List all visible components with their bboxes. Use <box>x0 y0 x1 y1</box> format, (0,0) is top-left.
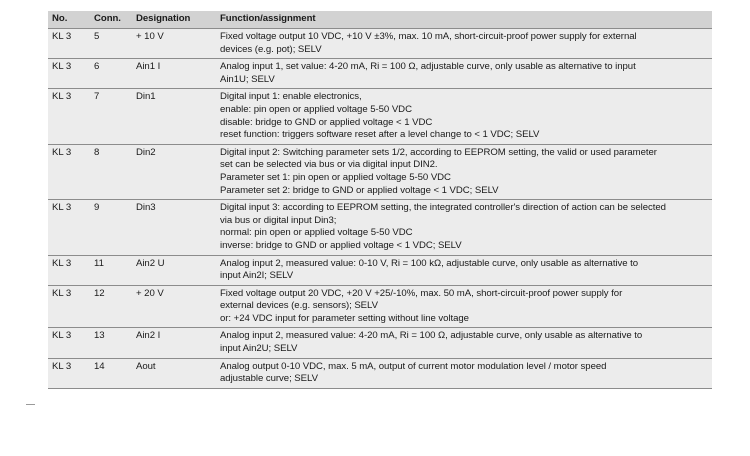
function-line: Parameter set 2: bridge to GND or applied voltage < 1 VDC; SELV <box>220 184 499 196</box>
function-line: Fixed voltage output 10 VDC, +10 V ±3%, max. 10 mA, short-circuit-proof power supply for external <box>220 31 637 42</box>
header-no: No. <box>48 11 90 29</box>
table-row <box>48 200 712 255</box>
header-designation: Designation <box>132 11 216 29</box>
terminal-assignment-table <box>48 11 712 389</box>
cell-no: KL 3 <box>48 285 90 328</box>
table-row <box>48 29 712 59</box>
function-line: input Ain2I; SELV <box>220 270 294 282</box>
cell-conn: 5 <box>90 29 132 59</box>
margin-dash <box>26 404 35 405</box>
function-line: disable: bridge to GND or applied voltage < 1 VDC <box>220 116 433 128</box>
function-line: Fixed voltage output 20 VDC, +20 V +25/-10%, max. 50 mA, short-circuit-proof power supply for <box>220 287 623 299</box>
cell-designation: Ain1 I <box>132 59 216 89</box>
cell-designation: + 20 V <box>132 285 216 328</box>
table-body <box>48 29 712 389</box>
function-line: via bus or digital input Din3; <box>220 214 337 226</box>
cell-function <box>216 200 712 255</box>
cell-function <box>216 144 712 199</box>
table-row <box>48 358 712 388</box>
table-row <box>48 89 712 144</box>
table-row <box>48 255 712 285</box>
cell-function <box>216 29 712 59</box>
cell-no: KL 3 <box>48 255 90 285</box>
cell-conn: 7 <box>90 89 132 144</box>
function-line: normal: pin open or applied voltage 5-50 VDC <box>220 227 413 239</box>
cell-conn: 9 <box>90 200 132 255</box>
cell-no: KL 3 <box>48 200 90 255</box>
header-conn: Conn. <box>90 11 132 29</box>
function-line: Digital input 2: Switching parameter sets 1/2, according to EEPROM setting, the valid or used parameter <box>220 146 657 158</box>
header-function: Function/assignment <box>216 11 712 29</box>
cell-function <box>216 89 712 144</box>
table-row <box>48 328 712 358</box>
cell-no: KL 3 <box>48 144 90 199</box>
cell-conn: 8 <box>90 144 132 199</box>
function-line: external devices (e.g. sensors); SELV <box>220 300 378 312</box>
cell-designation: Din3 <box>132 200 216 255</box>
cell-no: KL 3 <box>48 29 90 59</box>
function-line: inverse: bridge to GND or applied voltage < 1 VDC; SELV <box>220 239 462 251</box>
cell-designation: Ain2 U <box>132 255 216 285</box>
function-line: Analog input 1, set value: 4-20 mA, Ri = 100 Ω, adjustable curve, only usable as alternative to input <box>220 61 636 73</box>
function-line: Analog input 2, measured value: 4-20 mA, Ri = 100 Ω, adjustable curve, only usable as alternative to <box>220 330 643 342</box>
cell-function <box>216 59 712 89</box>
function-line: input Ain2U; SELV <box>220 343 298 355</box>
cell-no: KL 3 <box>48 328 90 358</box>
function-line: Ain1U; SELV <box>220 73 275 85</box>
function-line: set can be selected via bus or via digital input DIN2. <box>220 159 438 171</box>
table-row <box>48 59 712 89</box>
table-row <box>48 144 712 199</box>
function-line: reset function: triggers software reset after a level change to < 1 VDC; SELV <box>220 129 540 141</box>
cell-designation: Ain2 I <box>132 328 216 358</box>
function-line: Digital input 1: enable electronics, <box>220 91 362 103</box>
cell-no: KL 3 <box>48 89 90 144</box>
cell-function <box>216 358 712 388</box>
cell-no: KL 3 <box>48 59 90 89</box>
cell-conn: 6 <box>90 59 132 89</box>
cell-designation: Aout <box>132 358 216 388</box>
cell-conn: 14 <box>90 358 132 388</box>
cell-function <box>216 285 712 328</box>
function-line: adjustable curve; SELV <box>220 373 318 385</box>
cell-function <box>216 328 712 358</box>
cell-designation: Din1 <box>132 89 216 144</box>
function-line: enable: pin open or applied voltage 5-50 VDC <box>220 103 412 115</box>
cell-designation: + 10 V <box>132 29 216 59</box>
cell-no: KL 3 <box>48 358 90 388</box>
cell-conn: 11 <box>90 255 132 285</box>
function-line: or: +24 VDC input for parameter setting without line voltage <box>220 312 469 324</box>
table-row <box>48 285 712 328</box>
cell-designation: Din2 <box>132 144 216 199</box>
cell-conn: 13 <box>90 328 132 358</box>
cell-function <box>216 255 712 285</box>
function-line: Parameter set 1: pin open or applied voltage 5-50 VDC <box>220 171 451 183</box>
function-line: Analog input 2, measured value: 0-10 V, Ri = 100 kΩ, adjustable curve, only usable as alternative to <box>220 257 639 269</box>
table-header-row <box>48 11 712 29</box>
cell-conn: 12 <box>90 285 132 328</box>
function-line: Analog output 0-10 VDC, max. 5 mA, output of current motor modulation level / motor speed <box>220 360 607 372</box>
function-line: Digital input 3: according to EEPROM setting, the integrated controller's direction of action can be selected <box>220 202 666 214</box>
function-line: devices (e.g. pot); SELV <box>220 43 322 55</box>
